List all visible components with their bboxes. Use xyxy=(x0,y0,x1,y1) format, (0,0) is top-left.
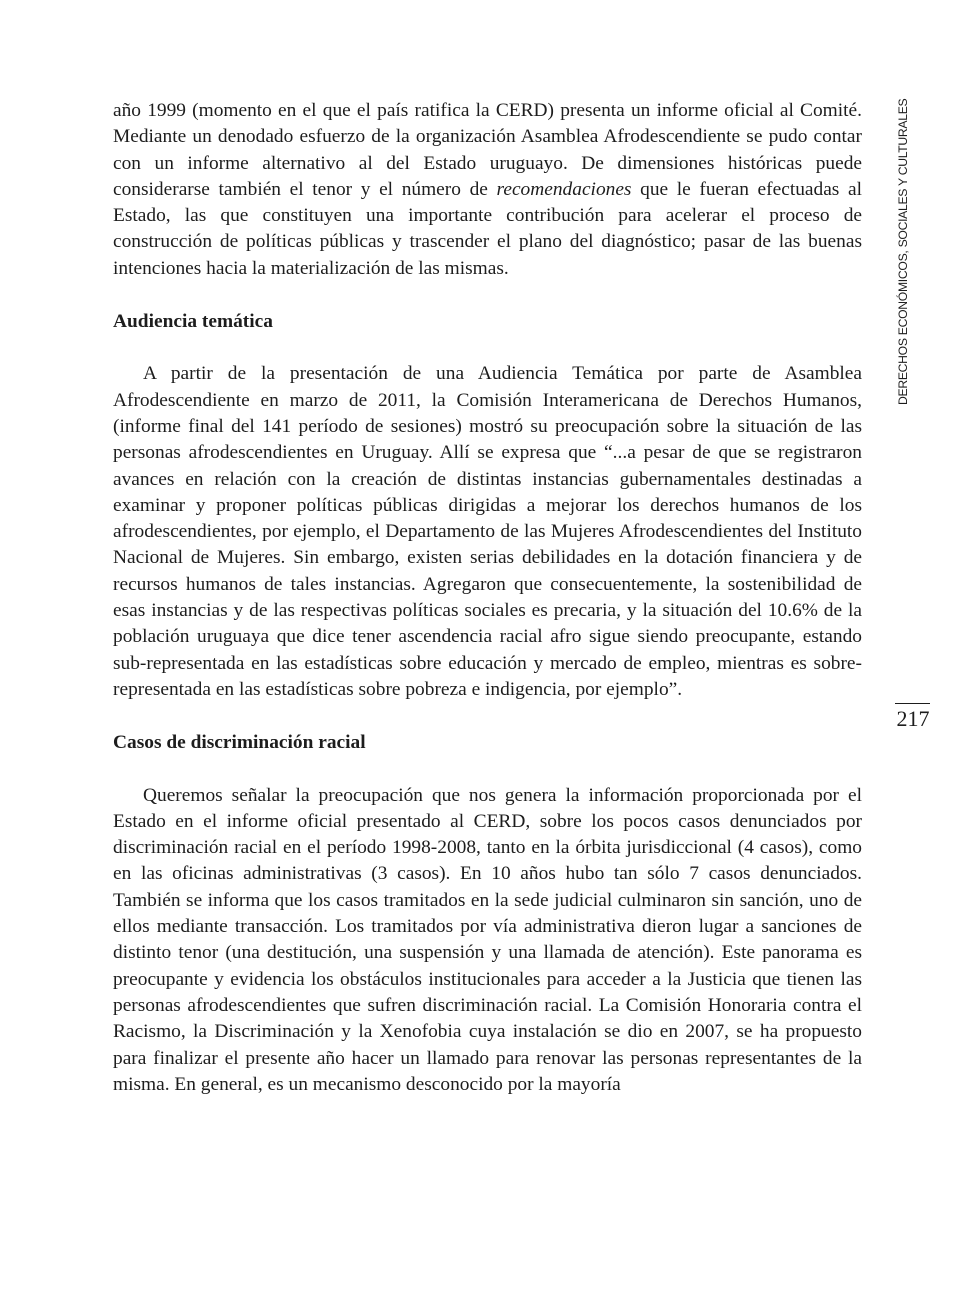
paragraph-cerd-report-text-end: que le fueran efectuadas al Estado, las que constituyen una importante contribución para acelerar el proceso de construcción de políticas públicas y trascender el plano del diagnóstico; pasar de las buenas intenciones hacia la materialización de las mismas. xyxy=(113,178,862,279)
page-body xyxy=(113,98,862,1098)
running-head: DERECHOS ECONÓMICOS, SOCIALES Y CULTURALES xyxy=(896,98,910,405)
emphasis-recomendaciones: recomendaciones xyxy=(496,178,632,200)
spacer xyxy=(113,703,862,730)
paragraph-cerd-report-text-start: año 1999 (momento en el que el país ratifica la CERD) presenta un informe oficial al Comité. Mediante un denodado esfuerzo de la organización Asamblea Afrodescendiente se pudo contar con un informe alternativo al del Estado uruguayo. De dimensiones históricas puede considerarse también el tenor y el número de xyxy=(113,100,862,200)
spacer xyxy=(113,335,862,361)
page-number: 217 xyxy=(896,706,930,731)
paragraph-discriminacion: Queremos señalar la preocupación que nos genera la información proporcionada por el Estado en el informe oficial presentado al CERD, sobre los pocos casos denunciados por discriminación racial en el período 1998-2008, tanto en la órbita jurisdiccional (4 casos), como en las oficinas administrativas (3 casos). En 10 años hubo tan sólo 7 casos denunciados. También se informa que los casos tramitados en la sede judicial culminaron sin sanción, uno de ellos mediante transacción. Los tramitados por vía administrativa dieron lugar a sanciones de distinto tenor (una destitución, una suspensión y una llamada de atención). Este panorama es preocupante y evidencia los obstáculos institucionales para acceder a la Justicia que tienen las personas afrodescendientes que sufren discriminación racial. La Comisión Honoraria contra el Racismo, la Discriminación y la Xenofobia cuya instalación se dio en 2007, se ha propuesto para finalizar el presente año hacer un llamado para renovar las personas representantes de la misma. En general, es un mecanismo desconocido por la mayoría xyxy=(113,784,862,1095)
section-heading-discriminacion: Casos de discriminación racial xyxy=(113,732,366,754)
section-heading-audiencia: Audiencia temática xyxy=(113,311,273,333)
running-head-container xyxy=(893,100,913,405)
paragraph-audiencia: A partir de la presentación de una Audiencia Temática por parte de Asamblea Afrodescendiente en marzo de 2011, la Comisión Interamericana de Derechos Humanos, (informe final del 141 período de sesiones) mostró su preocupación sobre la situación de las personas afrodescendientes en Uruguay. Allí se expresa que “...a pesar de que se registraron avances en relación con la creación de distintas instancias gubernamentales destinadas a examinar y proponer políticas públicas dirigidas a mejorar los derechos humanos de los afrodescendientes, por ejemplo, el Departamento de las Mujeres Afrodescendientes del Instituto Nacional de Mujeres. Sin embargo, existen serias debilidades en la dotación financiera y de recursos humanos de tales instancias. Agregaron que consecuentemente, la sostenibilidad de esas instancias y de las respectivas políticas sociales es precaria, y la situación del 10.6% de la población uruguaya que dice tener ascendencia racial afro sigue siendo preocupante, estando sub-representada en las estadísticas sobre educación y mercado de empleo, mientras es sobre-representada en las estadísticas sobre pobreza e indigencia, por ejemplo”. xyxy=(113,363,862,700)
spacer xyxy=(113,757,862,783)
paragraph-cerd-report xyxy=(113,98,862,282)
spacer xyxy=(113,282,862,309)
page-number-rule xyxy=(895,703,930,704)
